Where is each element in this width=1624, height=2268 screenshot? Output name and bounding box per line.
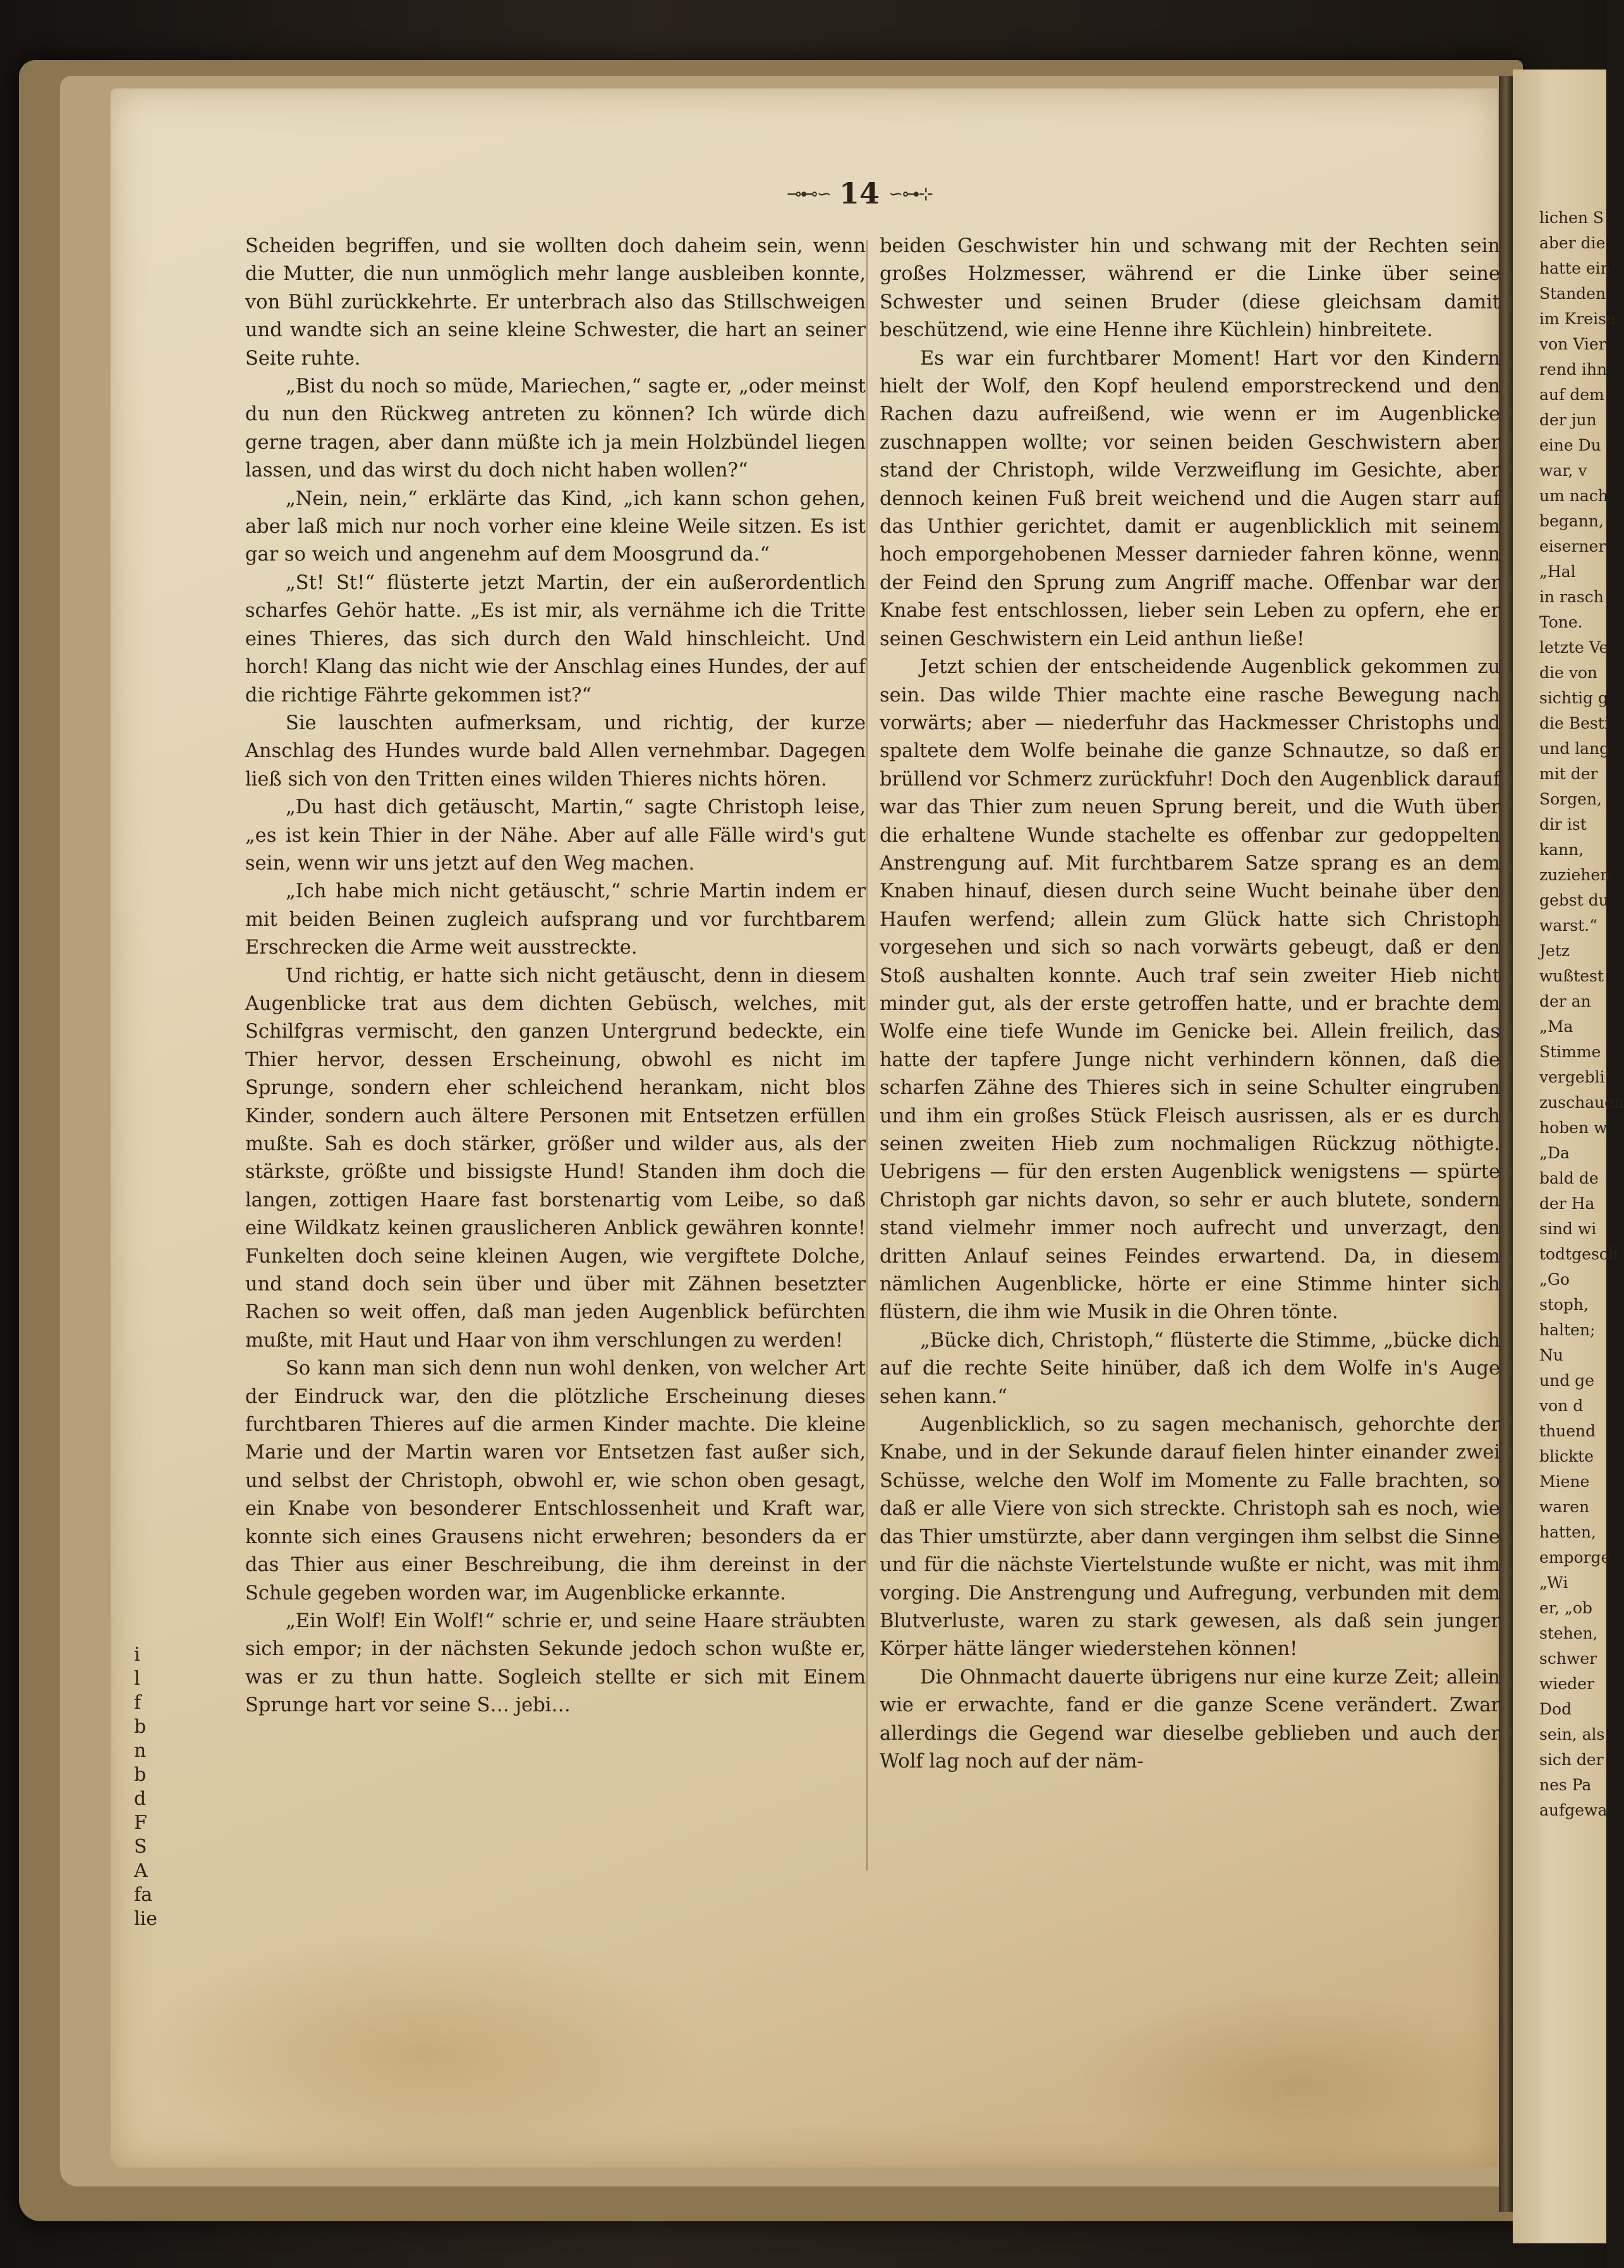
paragraph: Es war ein furchtbarer Moment! Hart vor den Kindern hielt der Wolf, den Kopf heulend emporstreckend und den Rachen dazu aufreißend, wie wenn er im Augenblicke zuschnappen wollte; vor seinen beiden Geschwistern aber stand der Christoph, wilde Verzweiflung im Gesichte, aber dennoch keinen Fuß breit weichend und die Augen starr auf das Unthier gerichtet, damit er augenblicklich mit seinem hoch emporgehobenen Messer darnieder fahren könne, wenn der Feind den Sprung zum Angriff mache. Offenbar war der Knabe fest entschlossen, lieber sein Leben zu opfern, ehe er seinen Geschwistern ein Leid anthun ließe! <box>880 347 1500 650</box>
next-page-fragment: warst.“ <box>1539 916 1597 935</box>
next-page-fragment: Standen <box>1539 284 1606 303</box>
margin-fragment: n <box>134 1740 147 1762</box>
next-page-fragment: sich der <box>1539 1750 1604 1769</box>
next-page-fragment: von d <box>1539 1397 1584 1415</box>
margin-fragment: A <box>134 1860 148 1882</box>
next-page-fragment: „Da <box>1539 1144 1570 1162</box>
next-page-fragment: waren <box>1539 1498 1590 1516</box>
margin-fragment: fa <box>134 1884 152 1906</box>
next-page-fragment: sein, als <box>1539 1725 1605 1743</box>
paragraph: Und richtig, er hatte sich nicht getäuscht, denn in diesem Augenblicke trat aus dem dichten Gebüsch, welches, mit Schilfgras vermischt, den ganzen Untergrund bedeckte, ein Thier hervor, dessen Erscheinung, obwohl es nicht im Sprunge, sondern eher schleichend herankam, nicht blos Kinder, sondern auch ältere Personen mit Entsetzen erfüllen mußte. Sah es doch stärker, größer und wilder aus, als der stärkste, größte und bissigste Hund! Standen ihm doch die langen, zottigen Haare fast borstenartig vom Leibe, so daß eine Wildkatz keinen grauslicheren Anblick gewähren konnte! Funkelten doch seine kleinen Augen, wie vergiftete Dolche, und stand doch sein über und über mit Zähnen besetzter Rachen so weit offen, daß man jeden Augenblick befürchten mußte, mit Haut und Haar von ihm verschlungen zu werden! <box>245 964 866 1352</box>
next-page-fragment: auf dem <box>1539 385 1604 404</box>
paragraph: „Bist du noch so müde, Mariechen,“ sagte er, „oder meinst du nun den Rückweg antreten zu können? Ich würde dich gerne tragen, aber dann müßte ich ja mein Holzbündel liegen lassen, und das wirst du doch nicht haben wollen?“ <box>245 375 866 482</box>
paragraph: Augenblicklich, so zu sagen mechanisch, gehorchte der Knabe, und in der Sekunde darauf fielen hinter einander zwei Schüsse, welche den Wolf im Momente zu Falle brachten, so daß er alle Viere von sich streckte. Christoph sah es noch, wie das Thier umstürzte, aber dann vergingen ihm selbst die Sinne und für die nächste Viertelstunde wußte er nicht, was mit ihm vorging. Die Anstrengung und Aufregung, verbunden mit dem Blutverluste, waren zu stark gewesen, als daß sein junger Körper hätte länger wiederstehen können! <box>880 1414 1500 1661</box>
next-page-fragment: wieder <box>1539 1675 1594 1693</box>
left-margin-fragments <box>134 1643 172 1931</box>
next-page-fragment: eiserner <box>1539 537 1606 555</box>
next-page-fragment: mit der <box>1539 765 1598 783</box>
next-page-fragment: Tone. <box>1539 613 1583 631</box>
next-page-fragment: Nu <box>1539 1346 1563 1364</box>
margin-fragment: F <box>134 1812 147 1834</box>
paragraph: „Nein, nein,“ erklärte das Kind, „ich kann schon gehen, aber laß mich nur noch vorher eine kleine Weile sitzen. Es ist gar so weich und angenehm auf dem Moosgrund da.“ <box>245 487 866 566</box>
book-gutter <box>1499 76 1513 2212</box>
next-page-fragment: aufgewa <box>1539 1801 1608 1819</box>
next-page-fragment: im Kreise <box>1539 310 1616 328</box>
next-page-fragment: zuziehen <box>1539 866 1611 884</box>
margin-fragment: b <box>134 1716 147 1738</box>
next-page-fragment: halten; <box>1539 1321 1596 1339</box>
next-page-fragment: der Ha <box>1539 1194 1595 1213</box>
next-page-fragment: „Ma <box>1539 1017 1573 1036</box>
next-page-fragment: der jun <box>1539 411 1597 429</box>
next-page-fragment: aber die <box>1539 234 1606 252</box>
next-page-fragment: bald de <box>1539 1169 1599 1187</box>
page-header <box>765 174 954 212</box>
next-page-fragment: die von <box>1539 664 1598 682</box>
paragraph: Scheiden begriffen, und sie wollten doch daheim sein, wenn die Mutter, die nun unmöglich mehr lange ausbleiben konnte, von Bühl zurückkehrte. Er unterbrach also das Stillschweigen und wandte sich an seine kleine Schwester, die hart an seiner Seite ruhte. <box>245 235 866 370</box>
paragraph: „Bücke dich, Christoph,“ flüsterte die Stimme, „bücke dich auf die rechte Seite hinüber, daß ich dem Wolfe in's Auge sehen kann.“ <box>880 1329 1500 1408</box>
next-page-fragment: begann, <box>1539 512 1604 530</box>
paragraph: Die Ohnmacht dauerte übrigens nur eine kurze Zeit; allein wie er erwachte, fand er die ganze Scene verändert. Zwar allerdings die Gegend war dieselbe geblieben und auch der Wolf lag noch auf der näm- <box>880 1666 1500 1773</box>
next-page-fragment: blickte <box>1539 1447 1594 1465</box>
next-page-fragment: Miene <box>1539 1472 1590 1491</box>
column-divider <box>866 240 868 1871</box>
next-page-fragment: nes Pa <box>1539 1776 1592 1794</box>
left-text-column <box>245 233 866 1720</box>
next-page-fragment: und ge <box>1539 1371 1594 1390</box>
next-page-fragment: sichtig g <box>1539 689 1608 707</box>
paragraph: „St! St!“ flüsterte jetzt Martin, der ein außerordentlich scharfes Gehör hatte. „Es ist mir, als vernähme ich die Tritte eines Thieres, das sich durch den Wald hinschleicht. Und horch! Klang das nicht wie der Anschlag eines Hundes, der auf die richtige Fährte gekommen ist?“ <box>245 571 866 706</box>
next-page-fragment: sind wi <box>1539 1220 1597 1238</box>
next-page-fragment: Sorgen, <box>1539 790 1602 808</box>
next-page-fragment: schwer <box>1539 1649 1597 1668</box>
next-page-fragment: der an <box>1539 992 1591 1010</box>
next-page-fragment: vergebli <box>1539 1068 1605 1086</box>
next-page-fragment: Stimme <box>1539 1043 1601 1061</box>
next-page-fragment: von Vier <box>1539 335 1606 353</box>
next-page-fragment: die Besti <box>1539 714 1609 732</box>
next-page-fragment: in rasch <box>1539 588 1604 606</box>
next-page-fragment: und lang <box>1539 739 1610 758</box>
paragraph: „Ein Wolf! Ein Wolf!“ schrie er, und seine Haare sträubten sich empor; in der nächsten Sekunde jedoch schon wußte er, was er zu thun hatte. Sogleich stellte er sich mit Einem Sprunge hart vor seine S… jebi… <box>245 1610 866 1717</box>
next-page-fragment: Jetz <box>1539 942 1570 960</box>
paragraph: Jetzt schien der entscheidende Augenblick gekommen zu sein. Das wilde Thier machte eine rasche Bewegung nach vorwärts; aber — niederfuhr das Hackmesser Christophs und spaltete dem Wolfe beinahe die ganze Schnautze, so daß er brüllend vor Schmerz zurückfuhr! Doch den Augenblick darauf war das Thier zum neuen Sprung bereit, und die Wuth über die erhaltene Wunde stachelte es offenbar zur gedoppelten Anstrengung auf. Mit furchtbarem Satze sprang es an dem Knaben hinauf, diesen durch seine Wucht beinahe über den Haufen werfend; allein zum Glück hatte sich Christoph vorgesehen und sich so nach vorwärts gebeugt, daß er den Stoß aushalten konnte. Auch traf sein zweiter Hieb nicht minder gut, als der erste getroffen hatte, und er brachte dem Wolfe eine tiefe Wunde im Genicke bei. Allein freilich, das hatte der tapfere Junge nicht verhindern können, daß die scharfen Zähne des Thieres sich in seine Schulter eingruben und ihm ein großes Stück Fleisch ausrissen, als er es durch seinen zweiten Hieb zum nochmaligen Rückzug nöthigte. Uebrigens — für den ersten Augenblick wenigstens — spürte Christoph gar nichts davon, so sehr er auch blutete, sondern stand vielmehr immer noch aufrecht und unverzagt, den dritten Anlauf seines Feindes erwartend. Da, in diesem nämlichen Augenblicke, hörte er eine Stimme hinter sich flüstern, die ihm wie Musik in die Ohren tönte. <box>880 656 1500 1324</box>
margin-fragment: b <box>134 1764 147 1786</box>
next-page-fragment: todtgesch <box>1539 1245 1618 1263</box>
next-page-fragment: letzte Ve <box>1539 638 1609 657</box>
next-page-fragment: war, v <box>1539 461 1587 480</box>
next-page-fragment: zuschauen <box>1539 1093 1624 1112</box>
paragraph: „Ich habe mich nicht getäuscht,“ schrie Martin indem er mit beiden Beinen zugleich aufsprang und vor furchtbarem Erschrecken die Arme weit ausstreckte. <box>245 880 866 959</box>
next-page-fragment: rend ihn <box>1539 360 1607 379</box>
next-page-fragment: hoben w <box>1539 1119 1608 1137</box>
next-page-fragment: kann, <box>1539 840 1584 859</box>
paragraph: beiden Geschwister hin und schwang mit der Rechten sein großes Holzmesser, während er die Linke über seine Schwester und seinen Bruder (diese gleichsam damit beschützend, wie eine Henne ihre Küchlein) hinbreitete. <box>880 235 1500 342</box>
paragraph: „Du hast dich getäuscht, Martin,“ sagte Christoph leise, „es ist kein Thier in der Nähe. Aber auf alle Fälle wird's gut sein, wenn wir uns jetzt auf den Weg machen. <box>245 796 866 875</box>
margin-fragment: l <box>134 1668 140 1690</box>
next-page-fragment: dir ist <box>1539 815 1587 834</box>
next-page-fragment: stehen, <box>1539 1624 1598 1642</box>
margin-fragment: lie <box>134 1908 157 1930</box>
next-page-fragment: eine Du <box>1539 436 1601 454</box>
next-page-fragment: stoph, <box>1539 1295 1589 1314</box>
ornament-right: ∽⊶⊹ <box>888 183 932 204</box>
next-page-fragment: wußtest <box>1539 967 1604 985</box>
next-page-fragment: „Hal <box>1539 562 1576 581</box>
margin-fragment: S <box>134 1836 147 1858</box>
next-page-edge <box>1513 70 1624 2243</box>
page-number: 14 <box>839 176 880 210</box>
ornament-left: ⊸⊷∽ <box>787 183 830 204</box>
next-page-fragment: um nach <box>1539 487 1608 505</box>
paragraph: Sie lauschten aufmerksam, und richtig, der kurze Anschlag des Hundes wurde bald Allen vernehmbar. Dagegen ließ sich von den Tritten eines wilden Thieres nichts hören. <box>245 712 866 791</box>
next-page-fragment: Dod <box>1539 1700 1572 1718</box>
next-page-fragment: „Wi <box>1539 1574 1568 1592</box>
margin-fragment: i <box>134 1644 140 1666</box>
margin-fragment: d <box>134 1788 147 1810</box>
right-text-column <box>880 233 1500 1776</box>
margin-fragment: f <box>134 1692 142 1714</box>
next-page-fragment: emporge <box>1539 1548 1611 1567</box>
next-page-fragment: thuend <box>1539 1422 1596 1440</box>
next-page-fragment: lichen S <box>1539 209 1604 227</box>
next-page-fragment: hatten, <box>1539 1523 1596 1541</box>
next-page-fragment: hatte ein <box>1539 259 1611 277</box>
next-page-fragment: gebst du <box>1539 891 1609 909</box>
next-page-fragment: er, „ob <box>1539 1599 1592 1617</box>
paragraph: So kann man sich denn nun wohl denken, von welcher Art der Eindruck war, den die plötzliche Erscheinung dieses furchtbaren Thieres auf die armen Kinder machte. Die kleine Marie und der Martin waren vor Entsetzen fast außer sich, und selbst der Christoph, obwohl er, wie schon oben gesagt, ein Knabe von besonderer Entschlossenheit und Kraft war, konnte sich eines Grausens nicht erwehren; besonders da er das Thier aus einer Beschreibung, die ihm dereinst in der Schule gegeben worden war, im Augenblicke erkannte. <box>245 1357 866 1604</box>
next-page-fragment: „Go <box>1539 1270 1570 1289</box>
